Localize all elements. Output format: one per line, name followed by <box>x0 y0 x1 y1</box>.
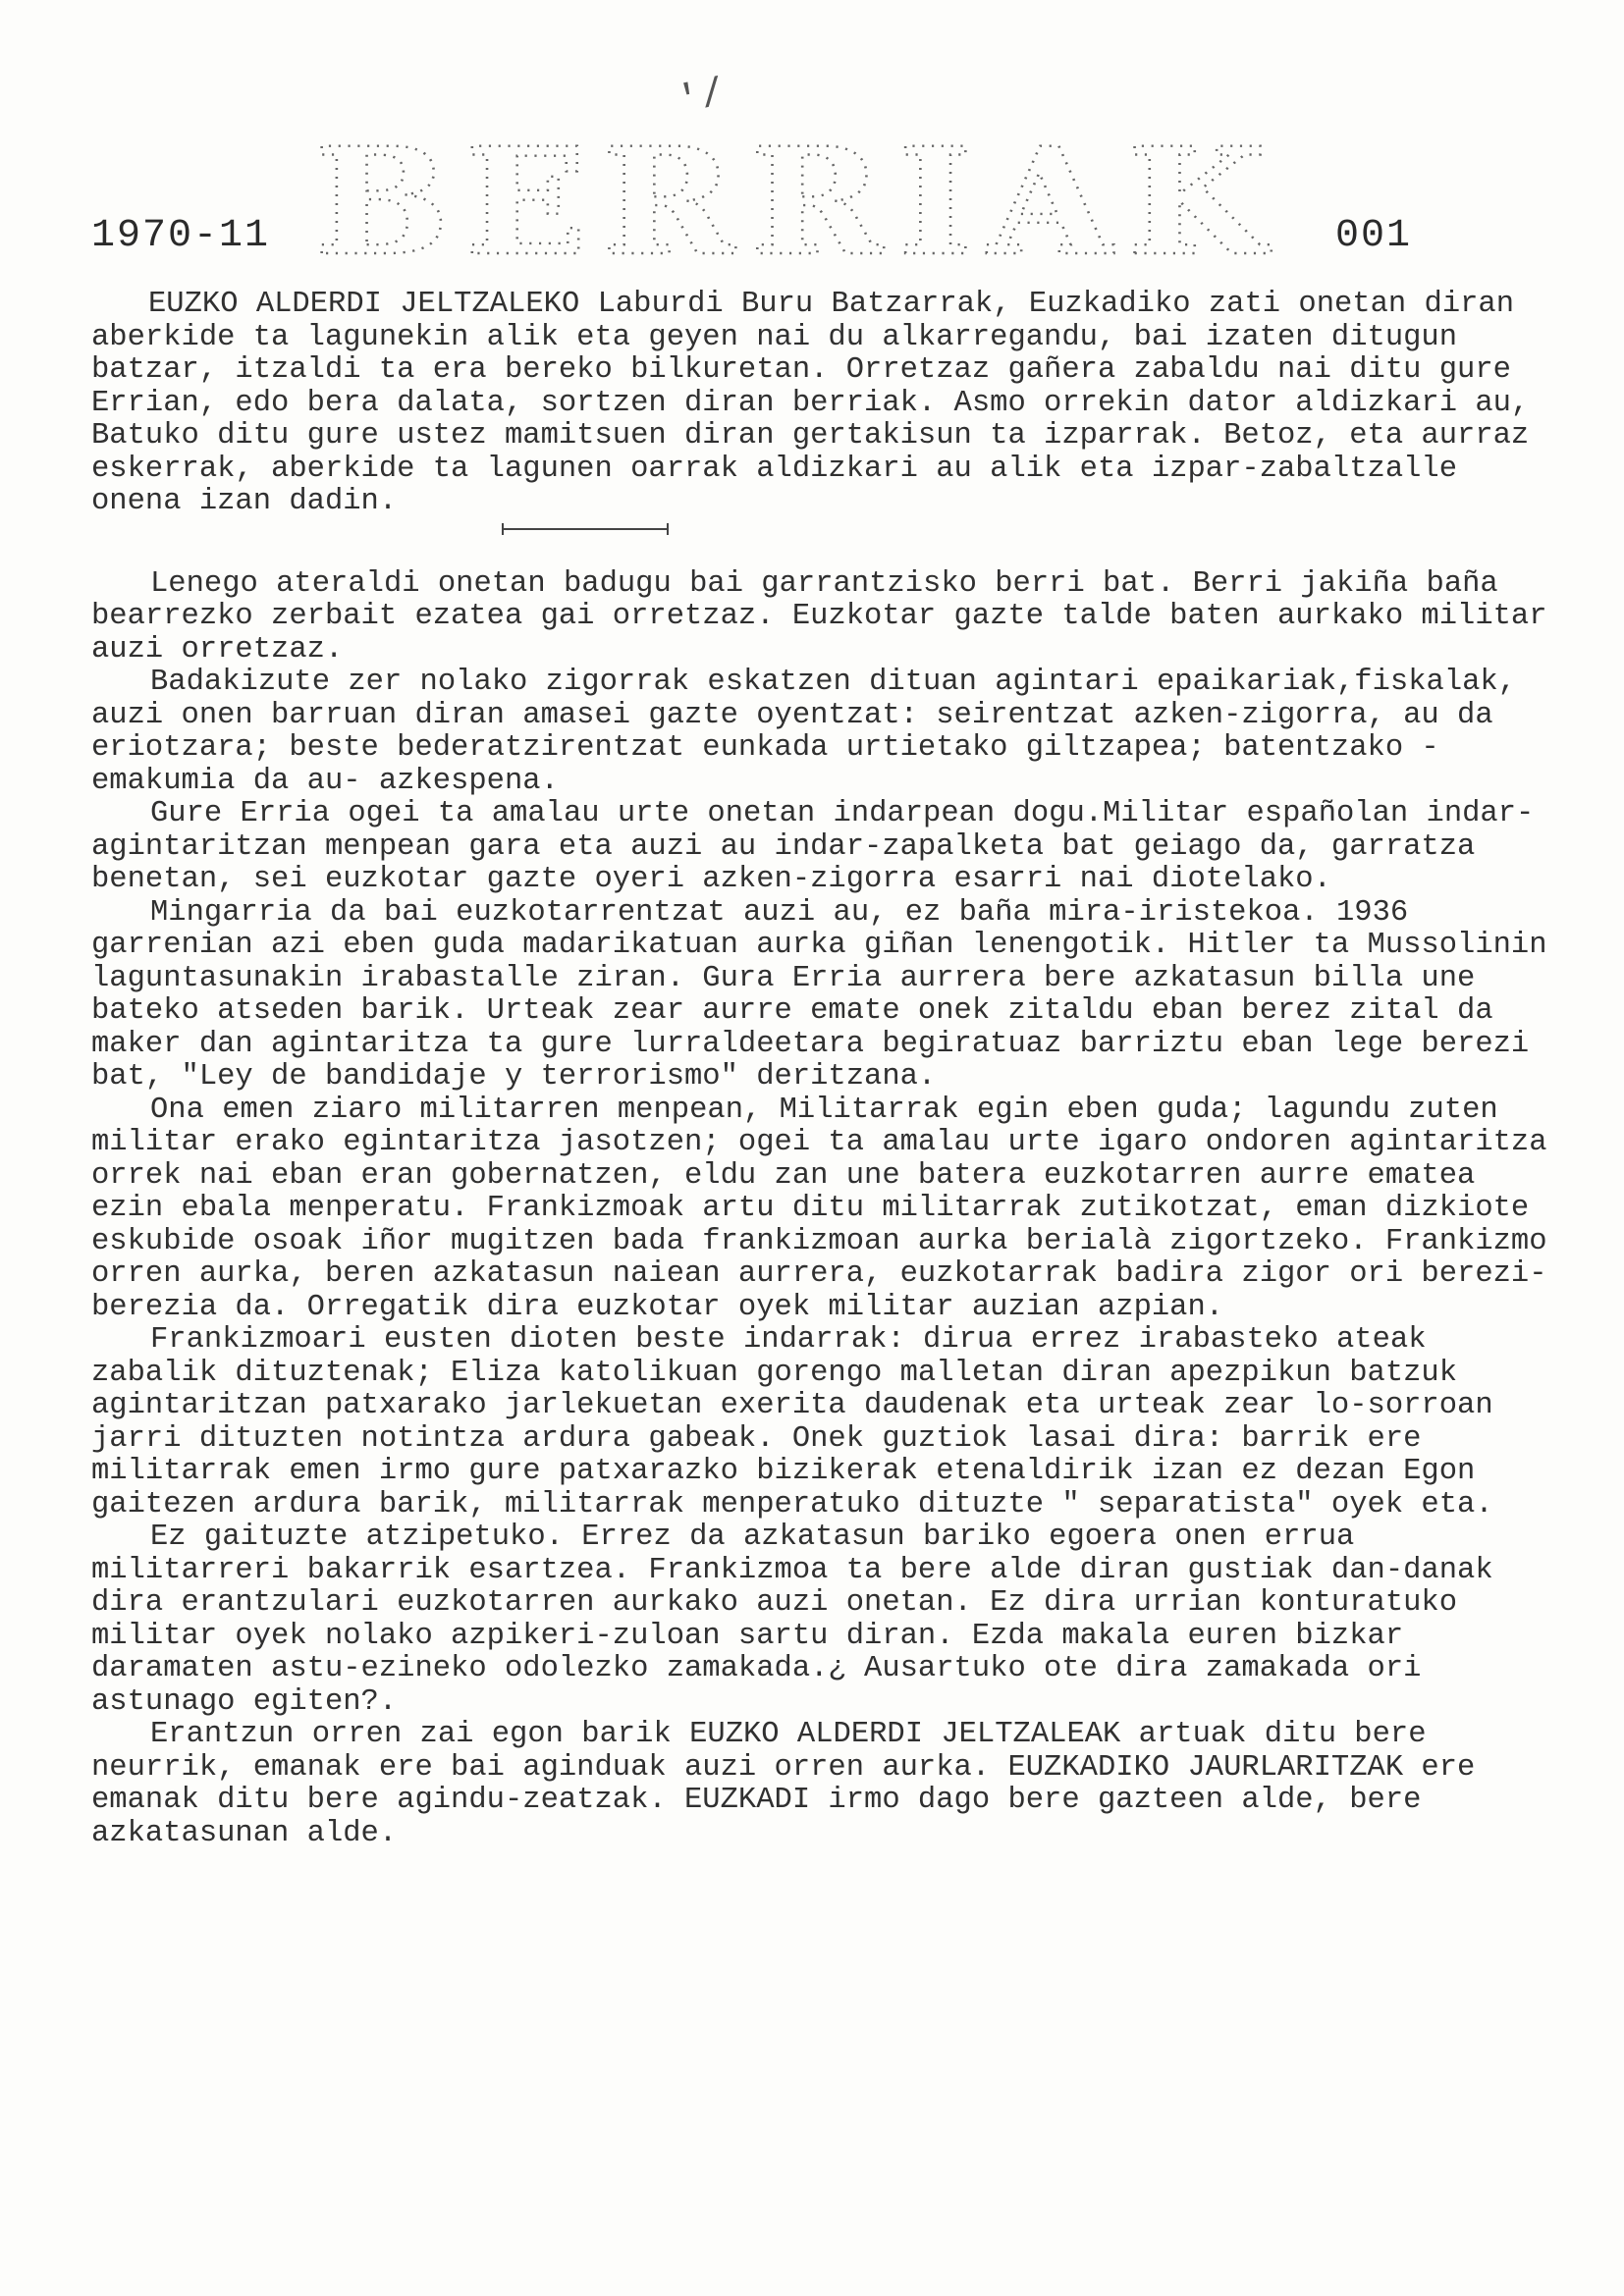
paragraph: Ona emen ziaro militarren menpean, Militarrak egin eben guda; lagundu zuten militar erako egintaritza jasotzen; ogei ta amalau urte igaro ondoren agintaritza orrek nai eban eran gobernatzen, eldu zan une batera euzkotarren aurre ematea ezin ebala menperatu. Frankizmoak artu ditu militarrak zutikotzat, eman dizkiote eskubide osoak iñor mugitzen bada frankizmoan aurka berialà zigortzeko. Frankizmo orren aurka, beren azkatasun naiean aurrera, euzkotarrak badira zigor ori berezi-berezia da. Orregatik dira euzkotar oyek militar auzian azpian. <box>91 1093 1565 1324</box>
paragraph: Lenego ateraldi onetan badugu bai garrantzisko berri bat. Berri jakiña baña bearrezko zerbait ezatea gai orretzaz. Euzkotar gazte talde baten aurkako militar auzi orretzaz. <box>91 566 1565 667</box>
issue-date: 1970-11 <box>91 214 271 258</box>
issue-number: 001 <box>1335 214 1413 258</box>
article-body <box>91 289 1564 1850</box>
paragraph: Mingarria da bai euzkotarrentzat auzi au, ez baña mira-iristekoa. 1936 garrenian azi eben guda madarikatuan aurka giñan lenengotik. Hitler ta Mussolinin laguntasunakin irabastalle ziran. Gura Erria aurrera bere azkatasun billa une bateko atseden barik. Urteak zear aurre emate onek zitaldu eban berez zital da maker dan agintaritza ta gure lurraldeetara begiratuaz barriztu eban lege berezi bat, "Ley de bandidaje y terrorismo" deritzana. <box>91 895 1565 1094</box>
intro-paragraph: EUZKO ALDERDI JELTZALEKO Laburdi Buru Batzarrak, Euzkadiko zati onetan diran aberkide ta lagunekin alik eta geyen nai du alkarregandu, bai izaten ditugun batzar, itzaldi ta era bereko bilkuretan. Orretzaz gañera zabaldu nai ditu gure Errian, edo bera dalata, sortzen diran berriak. Asmo orrekin dator aldizkari au, Batuko ditu gure ustez mamitsuen diran gertakisun ta izparrak. Betoz, eta aurraz eskerrak, aberkide ta lagunen oarrak aldizkari au alik eta izpar-zabaltzalle onena izan dadin. <box>91 288 1547 518</box>
paragraph: Frankizmoari eusten dioten beste indarrak: dirua errez irabasteko ateak zabalik dituztenak; Eliza katolikuan gorengo malletan diran apezpikun batzuk agintaritzan patxarako jarlekuetan exerita daudenak eta urteak zear lo-sorroan jarri dituzten notintza ardura gabeak. Onek guztiok lasai dira: barrik ere militarrak emen irmo gure patxarazko bizikerak etenaldirik izan ez dezan Egon gaitezen ardura barik, militarrak menperatuko dituzte " separatista" oyek eta. <box>91 1323 1511 1522</box>
handwritten-mark-icon: ʹ/ <box>673 72 730 126</box>
paragraph: Ez gaituzte atzipetuko. Errez da azkatasun bariko egoera onen errua militarreri bakarrik esartzea. Frankizmoa ta bere alde diran gustiak dan-danak dira erantzulari euzkotarren aurkako auzi onetan. Ez dira urrian konturatuko militar oyek nolako azpikeri-zuloan sartu diran. Ezda makala euren bizkar daramaten astu-ezineko odolezko zamakada.¿ Ausartuko ote dira zamakada ori astunago egiten?. <box>91 1521 1511 1719</box>
masthead-title-graphic <box>314 128 1286 275</box>
masthead-title <box>314 128 1286 275</box>
section-divider <box>502 523 669 535</box>
masthead-title-text: BERRIAK <box>314 128 1281 275</box>
paragraph: Badakizute zer nolako zigorrak eskatzen dituan agintari epaikariak,fiskalak, auzi onen barruan diran amasei gazte oyentzat: seirentzat azken-zigorra, au da eriotzara; beste bederatzirentzat eunkada urtietako giltzapea; batentzako -emakumia da au- azkespena. <box>91 666 1535 798</box>
paragraph: Erantzun orren zai egon barik EUZKO ALDERDI JELTZALEAK artuak ditu bere neurrik, emanak ere bai aginduak auzi orren aurka. EUZKADIKO JAURLARITZAK ere emanak ditu bere agindu-zeatzak. EUZKADI irmo dago bere gazteen alde, bere azkatasunan alde. <box>91 1718 1493 1850</box>
paragraph: Gure Erria ogei ta amalau urte onetan indarpean dogu.Militar españolan indar-agintaritzan menpean gara eta auzi au indar-zapalketa bat geiago da, garratza benetan, sei euzkotar gazte oyeri azken-zigorra esarri nai diotelako. <box>91 797 1535 896</box>
